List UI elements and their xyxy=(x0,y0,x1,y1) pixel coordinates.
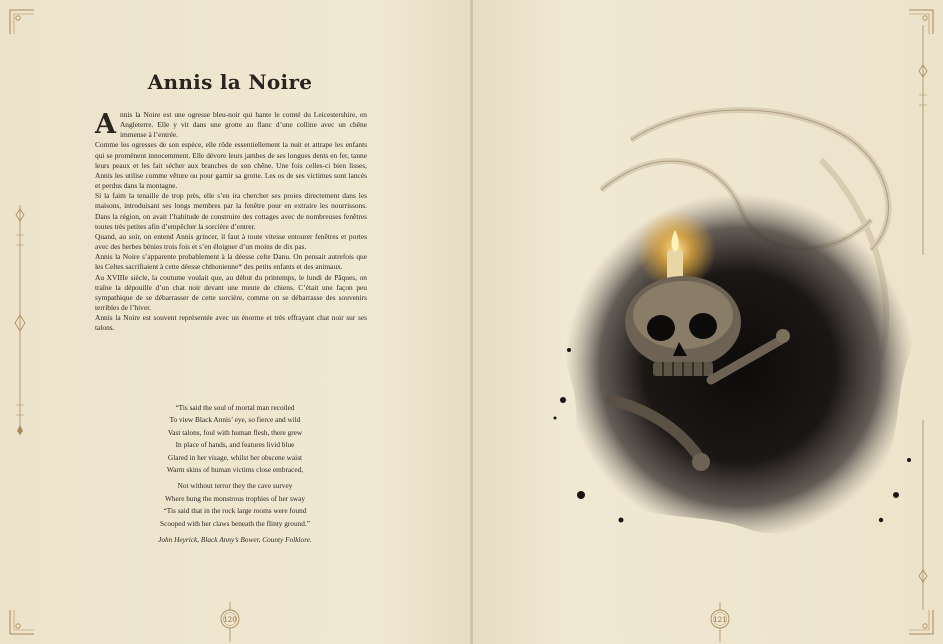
paragraph: Si la faim la tenaille de trop près, elle s’en ira chercher ses proies directement dans les maisons, introduisant ses longs membres par la fenêtre pour en extraire les nourrissons. Dans la région, on avait l’habitude de construire des cottages avec de nombreuses fenêtres toutes très petites afin d’empêcher la sorcière d’entrer. xyxy=(95,191,367,231)
corner-ornament-icon xyxy=(8,608,36,636)
paragraph: Annis la Noire est souvent représentée avec un énorme et très effrayant chat noir sur ses talons. xyxy=(95,313,367,333)
poem-line: Vast talons, foul with human flesh, there grew xyxy=(167,427,303,437)
poem-line: Where hung the monstrous trophies of her sway xyxy=(164,493,306,503)
poem-line: In place of hands, and features livid blue xyxy=(175,440,295,450)
poem-line: Warm skins of human victims close embraced, xyxy=(166,465,304,475)
poem-line: “Tis said that in the rock large rooms were found xyxy=(163,506,307,516)
poem-line: Scooped with her claws beneath the flinty ground.” xyxy=(160,518,310,528)
paragraph: Comme les ogresses de son espèce, elle rôde essentiellement la nuit et attrape les enfants qui se promènent innocemment. Elle dévore leurs jambes de ses longues dents en fer, tanne leurs peaux et les fait sécher aux branches de son chêne. Une fois celles-ci bien lisses, Annis les utilise comme vêture ou pour garnir sa grotte. Les os de ses victimes sont lancés et perdus dans la montagne. xyxy=(95,140,367,191)
skull-candle-illustration xyxy=(541,100,921,545)
poem-line: Not without terror they the cave survey xyxy=(177,481,293,491)
page-title: Annis la Noire xyxy=(147,70,313,94)
paragraph: Quand, au soir, on entend Annis grincer, il faut à toute vitesse entourer fenêtres et portes avec des herbes bénies trois fois et s’en éloigner d’un moins de dix pas. xyxy=(95,231,367,252)
poem-stanza xyxy=(120,402,350,476)
corner-ornament-icon xyxy=(8,8,36,36)
poem-line: To view Black Annis’ eye, so fierce and wild xyxy=(169,415,301,425)
article-body xyxy=(95,110,367,333)
paragraph: Au XVIIIe siècle, la coutume voulait que, au début du printemps, le lundi de Pâques, on traîne la dépouille d’un chat noir devant une meute de chiens. C’était une façon peu sympathique de se débarrasser de cette sorcière, comme on se débarrasse des souvenirs terribles de l’hiver. xyxy=(95,272,367,312)
page-number-left: 120 xyxy=(215,602,245,642)
poem-stanza xyxy=(120,480,350,530)
poem-line: “Tis said the soul of mortal man recoiled xyxy=(175,403,295,412)
paragraph: Annis la Noire s’apparente probablement à la déesse celte Danu. On pensait autrefois que les Celtes sacrifiaient à cette déesse chthonienne* des petits enfants et des animaux. xyxy=(95,252,367,272)
poem-line: Glared in her visage, whilst her obscene waist xyxy=(167,452,303,462)
left-page xyxy=(0,0,471,644)
poem-quote xyxy=(120,402,350,546)
poem-attribution: John Heyrick, Black Anny’s Bower, County Folklore. xyxy=(158,535,312,545)
drop-cap: A xyxy=(95,109,116,140)
paragraph: Annis la Noire est une ogresse bleu-noir qui hante le comté du Leicestershire, en Angleterre. Elle y vit dans une grotte au flanc d’une colline avec un chêne immense à l’entrée. xyxy=(95,109,367,140)
side-ornament-icon xyxy=(14,205,26,435)
page-number-right: 121 xyxy=(705,602,735,642)
right-page xyxy=(473,0,943,644)
